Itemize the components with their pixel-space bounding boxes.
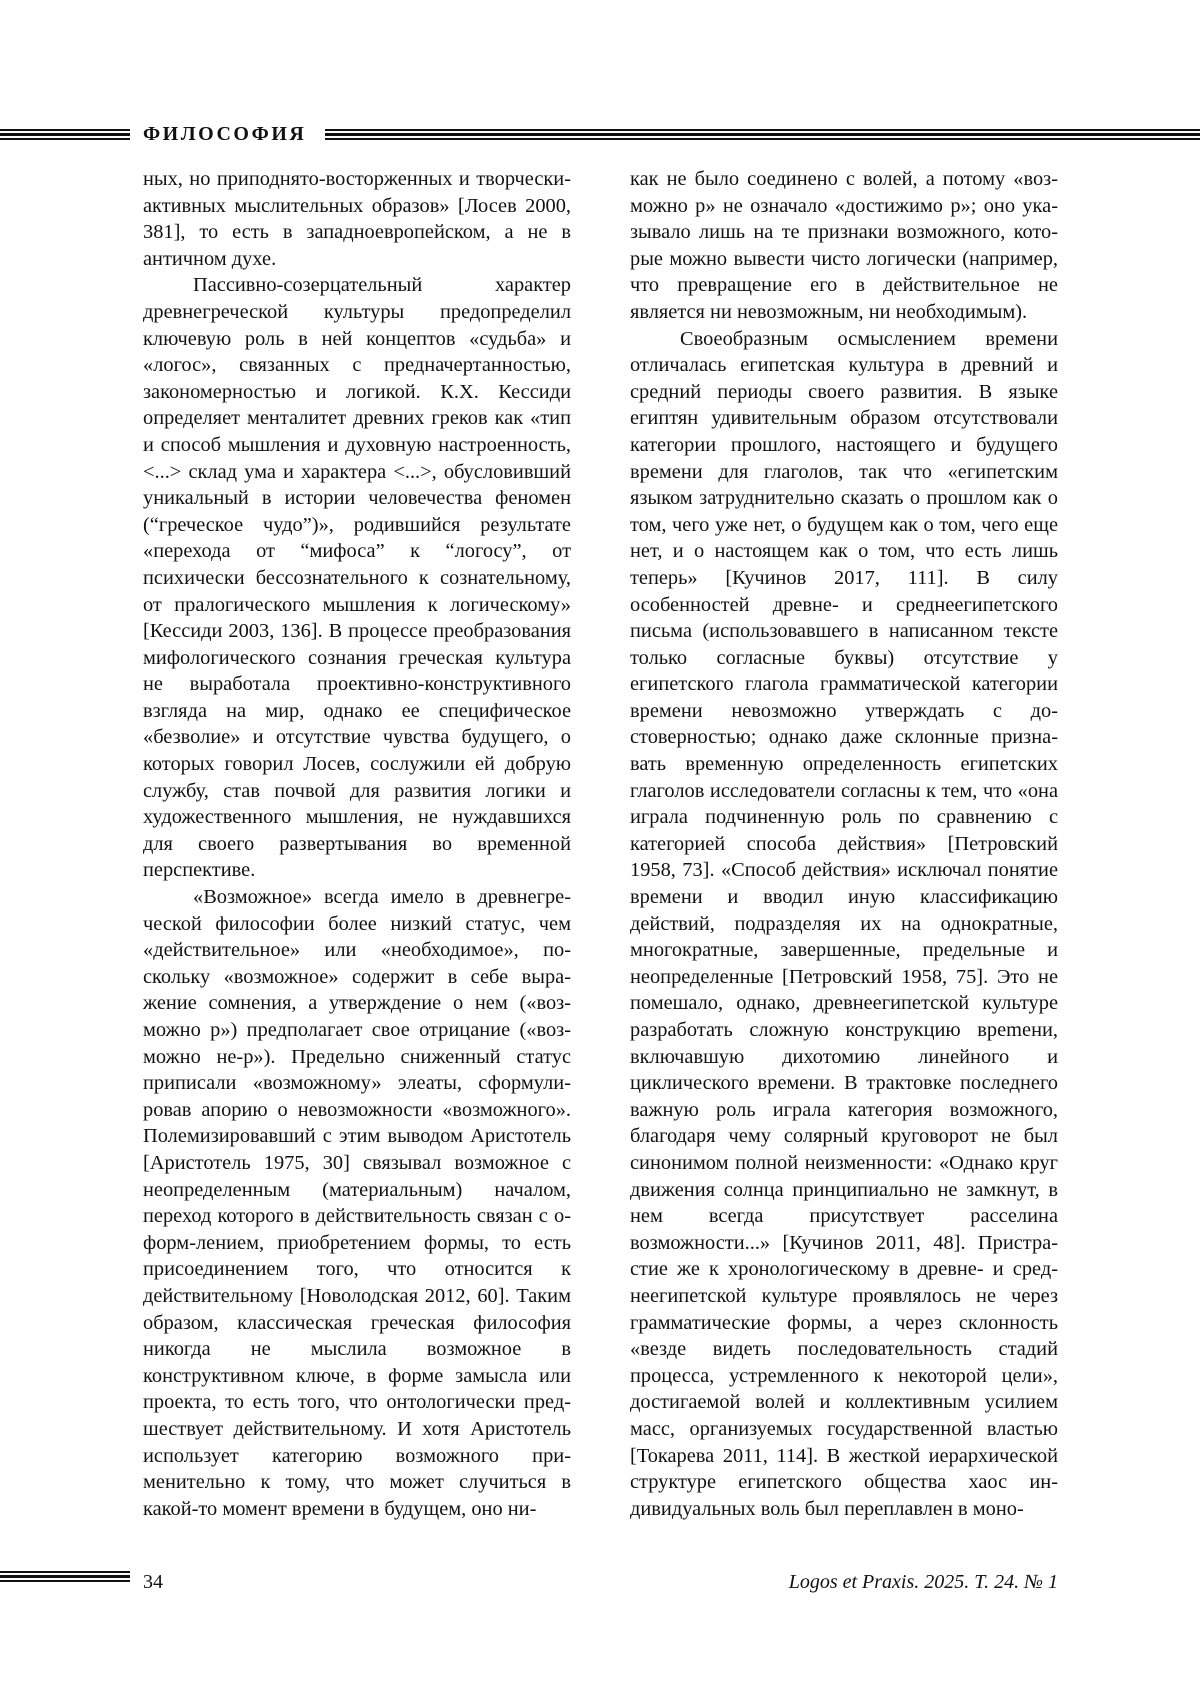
left-paragraph-3: «Возможное» всегда имело в древнегреческой философии более низкий статус, чем «действительное» или «необходимое», поскольку «возможное» содержит в себе выражение сомнения, а утверждение о нем («возможно p») предполагает свое отрицание («возможно не-p»). Предельно сниженный статус приписали «возможному» элеаты, сформулировав апорию о невозможности «возможного». Полемизировавший с этим выводом Аристотель [Аристотель 1975, 30] связывал возможное с неопределенным (материальным) началом, переход которого в действительность связан с о-форм-лением, приобретением формы, то есть присоединением того, что относится к действительному [Новолодская 2012, 60]. Таким образом, классическая греческая философия никогда не мыслила возможное в конструктивном ключе, в форме замысла или проекта, то есть того, что онтологически предшествует действительному. И хотя Аристотель использует категорию возможного применительно к тому, что может случиться в какой-то момент времени в будущем, оно ни- xyxy=(143,886,571,1520)
footer-rule xyxy=(0,1571,130,1582)
right-column xyxy=(630,166,1058,1522)
header-rule-right xyxy=(325,129,1200,140)
left-paragraph-1: ных, но приподнято-восторженных и творчески-активных мыслительных образов» [Лосев 2000, 381], то есть в западноевропейском, а не в античном духе. xyxy=(143,168,571,270)
header-rule-left xyxy=(0,129,130,140)
left-paragraph-2: Пассивно-созерцательный характер древнегреческой культуры предопределил ключевую роль в ней концептов «судьба» и «логос», связанных с предначертанностью, закономерностью и логикой. К.Х. Кессиди определяет менталитет древних греков как «тип и способ мышления и духовную настроенность, <...> склад ума и характера <...>, обусловивший уникальный в истории человечества феномен (“греческое чудо”)», родившийся результате «перехода от “мифоса” к “логосу”, от психически бессознательного к сознательному, от пралогического мышления к логическому» [Кессиди 2003, 136]. В процессе преобразования мифологического сознания греческая культура не выработала проективно-конструктивного взгляда на мир, однако ее специфическое «безволие» и отсутствие чувства будущего, о которых говорил Лосев, сослужили ей добрую службу, став почвой для развития логики и художественного мышления, не нуждавшихся для своего развертывания во временной перспективе. xyxy=(143,274,571,882)
right-paragraph-2: Своеобразным осмыслением времени отличалась египетская культура в древний и средний периоды своего развития. В языке египтян удивительным образом отсутствовали категории прошлого, настоящего и будущего времени для глаголов, так что «египетским языком затруднительно сказать о прошлом как о том, чего уже нет, о будущем как о том, чего еще нет, и о настоящем как о том, что есть лишь теперь» [Кучинов 2017, 111]. В силу особенностей древне- и среднеегипетского письма (использовавшего в написанном тексте только согласные буквы) отсутствие у египетского глагола грамматической категории времени невозможно утверждать с достоверностью; однако даже склонные признавать временную определенность египетских глаголов исследователи согласны к тем, что «она играла подчиненную роль по сравнению с категорией способа действия» [Петровский 1958, 73]. «Способ действия» исключал понятие времени и вводил иную классификацию действий, подразделяя их на однократные, многократные, завершенные, предельные и неопределенные [Петровский 1958, 75]. Это не помешало, однако, древнеегипетской культуре разработать сложную конструкцию вреmени, включавшую дихотомию линейного и циклического времени. В трактовке последнего важную роль играла категория возможного, благодаря чему солярный круговорот не был синонимом полной неизменности: «Однако круг движения солнца принципиально не замкнут, в нем всегда присутствует расселина возможности...» [Кучинов 2011, 48]. Пристрастие же к хронологическому в древне- и среднеегипетской культуре проявлялось не через грамматические формы, а через склонность «везде видеть последовательность стадий процесса, устремленного к некоторой цели», достигаемой волей и коллективным усилием масс, организуемых государственной властью [Токарева 2011, 114]. В жесткой иерархической структуре египетского общества хаос индивидуальных воль был переплавлен в моно- xyxy=(630,327,1058,1520)
left-column xyxy=(143,166,571,1522)
journal-citation: Logos et Praxis. 2025. Т. 24. № 1 xyxy=(788,1571,1058,1593)
right-paragraph-1: как не было соединено с волей, а потому «возможно p» не означало «достижимо p»; оно указывало лишь на те признаки возможного, которые можно вывести чисто логически (например, что превращение его в действительное не является ни невозможным, ни необходимым). xyxy=(630,168,1058,323)
section-title: ФИЛОСОФИЯ xyxy=(143,123,307,145)
page-number: 34 xyxy=(143,1571,163,1593)
